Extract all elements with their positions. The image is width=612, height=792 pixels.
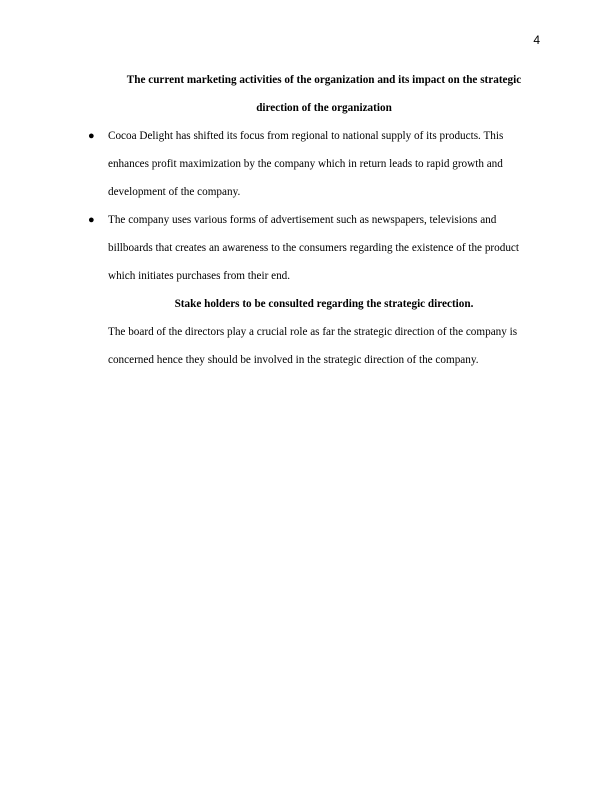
bullet-list	[72, 122, 540, 290]
list-item	[72, 122, 540, 206]
page-number: 4	[533, 33, 540, 47]
bullet-icon: ●	[88, 214, 95, 226]
section-heading: The current marketing activities of the organization and its impact on the strategic direction of the organization	[126, 74, 522, 114]
list-item-text: The company uses various forms of advertisement such as newspapers, televisions and billboards that creates an awareness to the consumers regarding the existence of the product which initiates purchases from their end.	[108, 214, 519, 282]
list-item	[72, 206, 540, 290]
document-body	[72, 66, 540, 374]
bullet-icon: ●	[88, 130, 95, 142]
body-paragraph: The board of the directors play a crucial role as far the strategic direction of the company is concerned hence they should be involved in the strategic direction of the company.	[108, 326, 518, 366]
stakeholders-heading: Stake holders to be consulted regarding the strategic direction.	[174, 298, 474, 310]
list-item-text: Cocoa Delight has shifted its focus from regional to national supply of its products. This enhances profit maximization by the company which in return leads to rapid growth and development of the company.	[108, 130, 504, 198]
